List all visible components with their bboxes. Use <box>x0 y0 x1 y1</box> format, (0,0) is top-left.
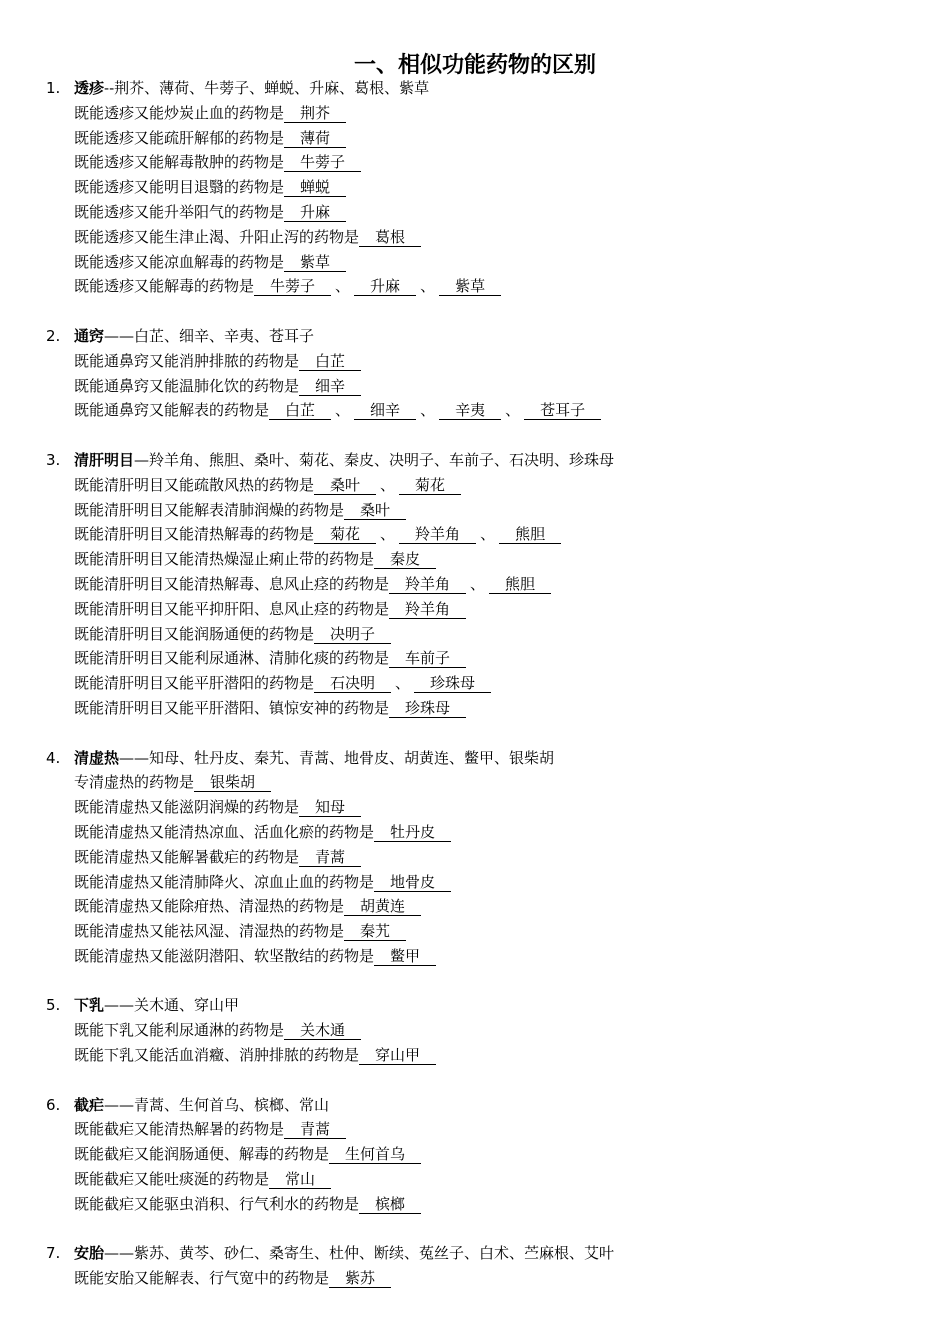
question-line <box>46 473 930 498</box>
answer-blank: 紫草 <box>284 253 346 272</box>
section-topic: 透疹 <box>74 79 105 97</box>
section-number: 4. <box>46 748 61 767</box>
question-text: 专清虚热的药物是 <box>74 773 195 792</box>
question-line <box>46 646 930 671</box>
question-text: 既能清虚热又能清热凉血、活血化瘀的药物是 <box>74 822 375 841</box>
question-line <box>46 175 930 200</box>
answer-blank: 葛根 <box>359 228 421 247</box>
question-text: 既能清肝明目又能疏散风热的药物是 <box>74 475 315 494</box>
question-line <box>46 1167 930 1192</box>
topic-dash: —— <box>104 1244 135 1263</box>
section-number: 3. <box>46 450 61 469</box>
question-line <box>46 349 930 374</box>
answer-blank: 升麻 <box>284 203 346 222</box>
answer-blank: 菊花 <box>314 525 376 544</box>
question-line <box>46 1266 930 1291</box>
answer-blank: 桑叶 <box>314 476 376 495</box>
answer-separator: 、 <box>470 574 486 593</box>
question-line <box>46 795 930 820</box>
question-text: 既能清虚热又能除疳热、清湿热的药物是 <box>74 897 345 916</box>
answer-separator: 、 <box>395 674 411 693</box>
section-number: 1. <box>46 79 61 97</box>
answer-blank: 薄荷 <box>284 129 346 148</box>
question-text: 既能通鼻窍又能消肿排脓的药物是 <box>74 351 300 370</box>
answer-blank: 关木通 <box>284 1021 361 1040</box>
question-line <box>46 696 930 721</box>
answer-separator: 、 <box>380 475 396 494</box>
section-heading <box>46 1093 930 1118</box>
answer-blank: 苍耳子 <box>524 401 601 420</box>
herb-list: 白芷、细辛、辛夷、苍耳子 <box>134 326 315 345</box>
question-line <box>46 870 930 895</box>
question-line <box>46 820 930 845</box>
question-text: 既能清肝明目又能清热解毒的药物是 <box>74 525 315 544</box>
question-line <box>46 547 930 572</box>
section-heading <box>46 1241 930 1266</box>
answer-blank: 牛蒡子 <box>254 277 331 296</box>
section-number: 7. <box>46 1244 61 1263</box>
section-topic: 下乳 <box>74 996 105 1015</box>
answer-blank: 常山 <box>269 1170 331 1189</box>
answer-blank: 细辛 <box>299 377 361 396</box>
question-line <box>46 770 930 795</box>
topic-dash: — <box>134 450 150 469</box>
section-heading <box>46 324 930 349</box>
herb-list: 羚羊角、熊胆、桑叶、菊花、秦皮、决明子、车前子、石决明、珍珠母 <box>149 450 615 469</box>
question-text: 既能安胎又能解表、行气宽中的药物是 <box>74 1269 330 1288</box>
question-text: 既能清肝明目又能清热燥湿止痢止带的药物是 <box>74 550 375 569</box>
answer-separator: 、 <box>505 401 521 420</box>
answer-blank: 秦艽 <box>344 922 406 941</box>
answer-blank: 羚羊角 <box>389 600 466 619</box>
answer-blank: 紫草 <box>439 277 501 296</box>
answer-blank: 知母 <box>299 798 361 817</box>
section-7 <box>46 1241 930 1291</box>
answer-blank: 青蒿 <box>284 1120 346 1139</box>
question-text: 既能截疟又能清热解暑的药物是 <box>74 1120 285 1139</box>
section-topic: 安胎 <box>74 1244 105 1263</box>
question-line <box>46 126 930 151</box>
question-line <box>46 1043 930 1068</box>
question-text: 既能清肝明目又能利尿通淋、清肺化痰的药物是 <box>74 649 390 668</box>
answer-blank: 白芷 <box>299 352 361 371</box>
answer-blank: 生何首乌 <box>329 1145 421 1164</box>
question-line <box>46 1117 930 1142</box>
section-heading <box>46 76 930 101</box>
question-text: 既能清肝明目又能清热解毒、息风止痉的药物是 <box>74 574 390 593</box>
section-5 <box>46 993 930 1067</box>
question-line <box>46 398 930 423</box>
question-text: 既能清虚热又能滋阴潜阳、软坚散结的药物是 <box>74 946 375 965</box>
question-text: 既能截疟又能驱虫消积、行气利水的药物是 <box>74 1194 360 1213</box>
question-text: 既能透疹又能解毒的药物是 <box>74 277 255 296</box>
answer-blank: 桑叶 <box>344 501 406 520</box>
section-number: 2. <box>46 326 61 345</box>
answer-blank: 珍珠母 <box>389 699 466 718</box>
answer-separator: 、 <box>420 277 436 296</box>
answer-blank: 银柴胡 <box>194 773 271 792</box>
answer-separator: 、 <box>380 525 396 544</box>
section-topic: 截疟 <box>74 1095 105 1114</box>
section-3 <box>46 448 930 721</box>
answer-blank: 升麻 <box>354 277 416 296</box>
question-text: 既能下乳又能活血消癥、消肿排脓的药物是 <box>74 1046 360 1065</box>
section-number: 6. <box>46 1095 61 1114</box>
section-heading <box>46 448 930 473</box>
answer-blank: 珍珠母 <box>414 674 491 693</box>
question-line <box>46 597 930 622</box>
answer-blank: 白芷 <box>269 401 331 420</box>
question-text: 既能透疹又能生津止渴、升阳止泻的药物是 <box>74 227 360 246</box>
answer-blank: 秦皮 <box>374 550 436 569</box>
section-2 <box>46 324 930 423</box>
question-text: 既能透疹又能明目退翳的药物是 <box>74 178 285 197</box>
question-text: 既能清肝明目又能平肝潜阳的药物是 <box>74 674 315 693</box>
question-line <box>46 200 930 225</box>
question-text: 既能下乳又能利尿通淋的药物是 <box>74 1021 285 1040</box>
question-text: 既能透疹又能疏肝解郁的药物是 <box>74 128 285 147</box>
question-text: 既能清肝明目又能平抑肝阳、息风止痉的药物是 <box>74 599 390 618</box>
question-text: 既能通鼻窍又能解表的药物是 <box>74 401 270 420</box>
answer-blank: 蝉蜕 <box>284 178 346 197</box>
answer-blank: 牡丹皮 <box>374 823 451 842</box>
question-text: 既能清肝明目又能解表清肺润燥的药物是 <box>74 500 345 519</box>
topic-dash: —— <box>104 1095 135 1114</box>
topic-dash: —— <box>104 326 135 345</box>
question-line <box>46 374 930 399</box>
question-line <box>46 572 930 597</box>
question-line <box>46 894 930 919</box>
answer-blank: 熊胆 <box>499 525 561 544</box>
question-line <box>46 622 930 647</box>
question-text: 既能截疟又能吐痰涎的药物是 <box>74 1170 270 1189</box>
section-heading <box>46 746 930 771</box>
answer-separator: 、 <box>335 277 351 296</box>
question-text: 既能透疹又能炒炭止血的药物是 <box>74 103 285 122</box>
question-line <box>46 944 930 969</box>
section-topic: 清虚热 <box>74 748 120 767</box>
answer-blank: 鳖甲 <box>374 947 436 966</box>
answer-blank: 槟榔 <box>359 1195 421 1214</box>
herb-list: 知母、牡丹皮、秦艽、青蒿、地骨皮、胡黄连、鳖甲、银柴胡 <box>149 748 555 767</box>
question-line <box>46 1018 930 1043</box>
answer-blank: 青蒿 <box>299 848 361 867</box>
answer-separator: 、 <box>480 525 496 544</box>
question-text: 既能通鼻窍又能温肺化饮的药物是 <box>74 376 300 395</box>
question-line <box>46 225 930 250</box>
question-line <box>46 522 930 547</box>
answer-blank: 车前子 <box>389 649 466 668</box>
question-line <box>46 498 930 523</box>
herb-list: 紫苏、黄芩、砂仁、桑寄生、杜仲、断续、菟丝子、白术、苎麻根、艾叶 <box>134 1244 615 1263</box>
question-line <box>46 1142 930 1167</box>
section-topic: 通窍 <box>74 326 105 345</box>
section-topic: 清肝明目 <box>74 450 135 469</box>
answer-blank: 辛夷 <box>439 401 501 420</box>
question-text: 既能透疹又能升举阳气的药物是 <box>74 202 285 221</box>
section-1 <box>46 76 930 299</box>
topic-dash: —— <box>119 748 150 767</box>
answer-blank: 决明子 <box>314 625 391 644</box>
question-text: 既能截疟又能润肠通便、解毒的药物是 <box>74 1145 330 1164</box>
answer-blank: 牛蒡子 <box>284 153 361 172</box>
question-text: 既能清肝明目又能平肝潜阳、镇惊安神的药物是 <box>74 698 390 717</box>
section-6 <box>46 1093 930 1217</box>
answer-blank: 穿山甲 <box>359 1046 436 1065</box>
answer-blank: 羚羊角 <box>399 525 476 544</box>
answer-blank: 菊花 <box>399 476 461 495</box>
answer-blank: 羚羊角 <box>389 575 466 594</box>
topic-dash: -- <box>104 79 115 97</box>
answer-separator: 、 <box>335 401 351 420</box>
question-text: 既能透疹又能解毒散肿的药物是 <box>74 153 285 172</box>
section-heading <box>46 993 930 1018</box>
question-line <box>46 274 930 299</box>
question-line <box>46 919 930 944</box>
section-4 <box>46 746 930 969</box>
question-line <box>46 250 930 275</box>
answer-blank: 细辛 <box>354 401 416 420</box>
herb-list: 荆芥、薄荷、牛蒡子、蝉蜕、升麻、葛根、紫草 <box>114 79 430 97</box>
question-line <box>46 101 930 126</box>
section-number: 5. <box>46 996 61 1015</box>
answer-blank: 地骨皮 <box>374 873 451 892</box>
document-body <box>46 76 930 1316</box>
answer-blank: 熊胆 <box>489 575 551 594</box>
question-line <box>46 1192 930 1217</box>
question-line <box>46 845 930 870</box>
question-text: 既能透疹又能凉血解毒的药物是 <box>74 252 285 271</box>
answer-blank: 石决明 <box>314 674 391 693</box>
question-text: 既能清肝明目又能润肠通便的药物是 <box>74 624 315 643</box>
herb-list: 青蒿、生何首乌、槟榔、常山 <box>134 1095 330 1114</box>
answer-blank: 胡黄连 <box>344 897 421 916</box>
topic-dash: —— <box>104 996 135 1015</box>
answer-blank: 荆芥 <box>284 104 346 123</box>
answer-separator: 、 <box>420 401 436 420</box>
question-text: 既能清虚热又能解暑截疟的药物是 <box>74 847 300 866</box>
answer-blank: 紫苏 <box>329 1269 391 1288</box>
question-line <box>46 671 930 696</box>
page-title: 一、相似功能药物的区别 <box>353 53 596 78</box>
question-line <box>46 150 930 175</box>
question-text: 既能清虚热又能清肺降火、凉血止血的药物是 <box>74 872 375 891</box>
question-text: 既能清虚热又能滋阴润燥的药物是 <box>74 798 300 817</box>
herb-list: 关木通、穿山甲 <box>134 996 240 1015</box>
question-text: 既能清虚热又能祛风湿、清湿热的药物是 <box>74 922 345 941</box>
